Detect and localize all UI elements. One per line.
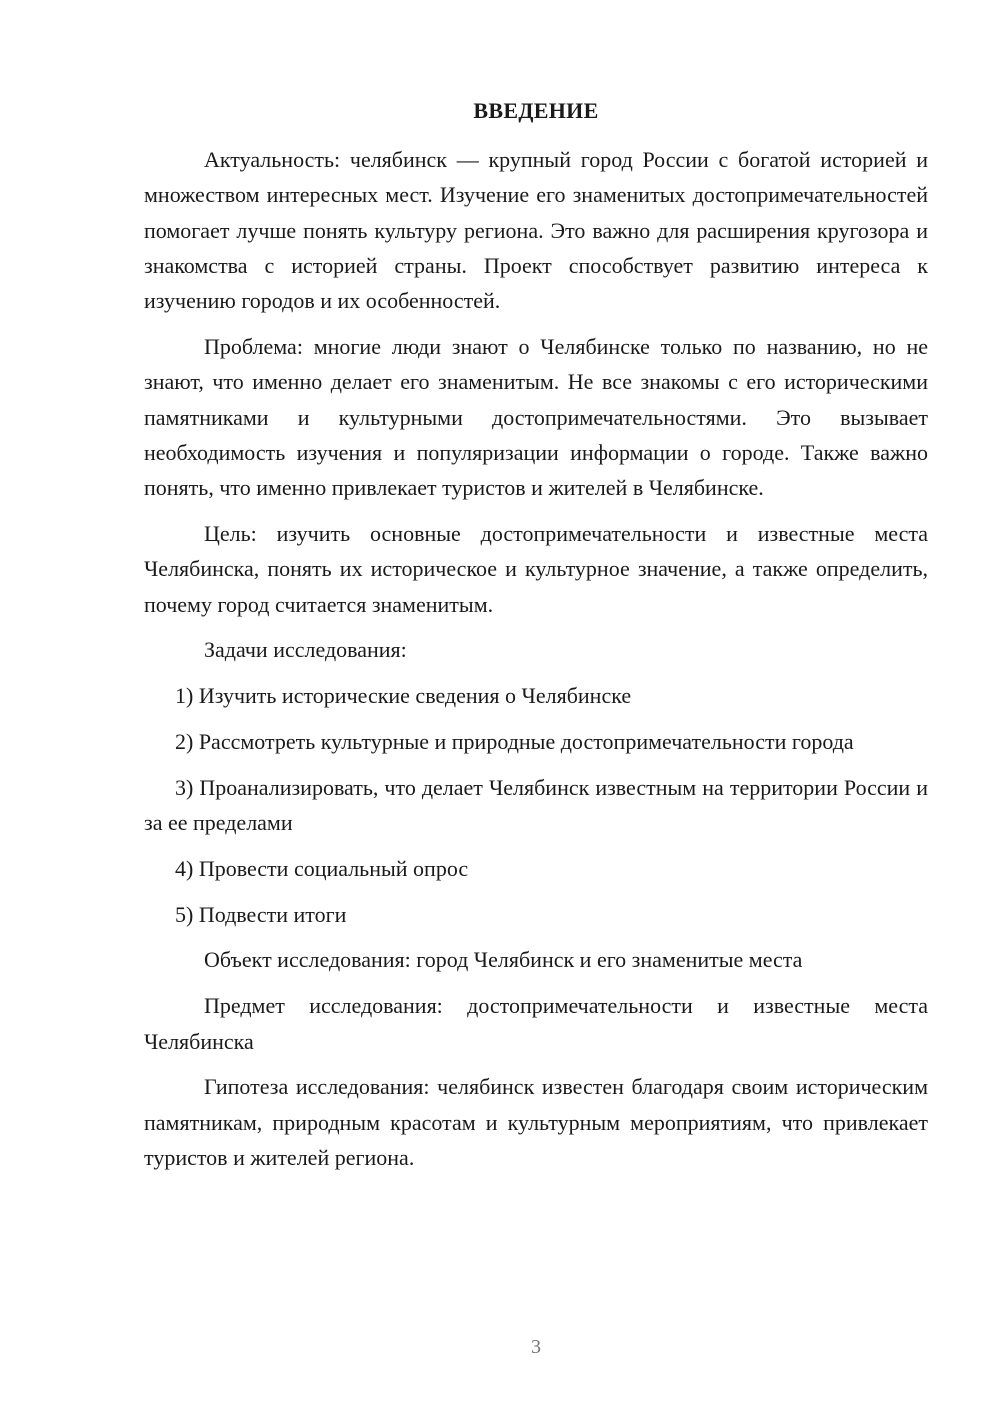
problem-paragraph: Проблема: многие люди знают о Челябинске только по названию, но не знают, что именно делает его знаменитым. Не все знакомы с его историческими памятниками и культурными достопримечательностями. Это вызывает необходимость изучения и популяризации информации о городе. Также важно понять, что именно привлекает туристов и жителей в Челябинске. xyxy=(144,333,928,501)
hypothesis-paragraph: Гипотеза исследования: челябинск известен благодаря своим историческим памятникам, природным красотам и культурным мероприятиям, что привлекает туристов и жителей региона. xyxy=(144,1074,928,1170)
object-paragraph: Объект исследования: город Челябинск и его знаменитые места xyxy=(204,947,803,973)
task-item-5: 5) Подвести итоги xyxy=(175,901,347,927)
task-item-4: 4) Провести социальный опрос xyxy=(175,855,469,881)
task-item-1: 1) Изучить исторические сведения о Челябинске xyxy=(175,683,632,709)
goal-paragraph: Цель: изучить основные достопримечательности и известные места Челябинска, понять их историческое и культурное значение, а также определить, почему город считается знаменитым. xyxy=(144,520,928,617)
page-title: ВВЕДЕНИЕ xyxy=(473,98,599,123)
tasks-heading: Задачи исследования: xyxy=(204,637,407,663)
subject-paragraph: Предмет исследования: достопримечательности и известные места Челябинска xyxy=(144,993,928,1054)
page-number: 3 xyxy=(531,1336,541,1358)
document-page xyxy=(144,96,928,1186)
task-item-3: 3) Проанализировать, что делает Челябинск известным на территории России и за ее пределами xyxy=(144,774,928,836)
relevance-paragraph: Актуальность: челябинск — крупный город России с богатой историей и множеством интересных мест. Изучение его знаменитых достопримечательностей помогает лучше понять культуру региона. Это важно для расширения кругозора и знакомства с историей страны. Проект способствует развитию интереса к изучению городов и их особенностей. xyxy=(144,147,928,314)
task-item-2: 2) Рассмотреть культурные и природные достопримечательности города xyxy=(175,728,854,754)
